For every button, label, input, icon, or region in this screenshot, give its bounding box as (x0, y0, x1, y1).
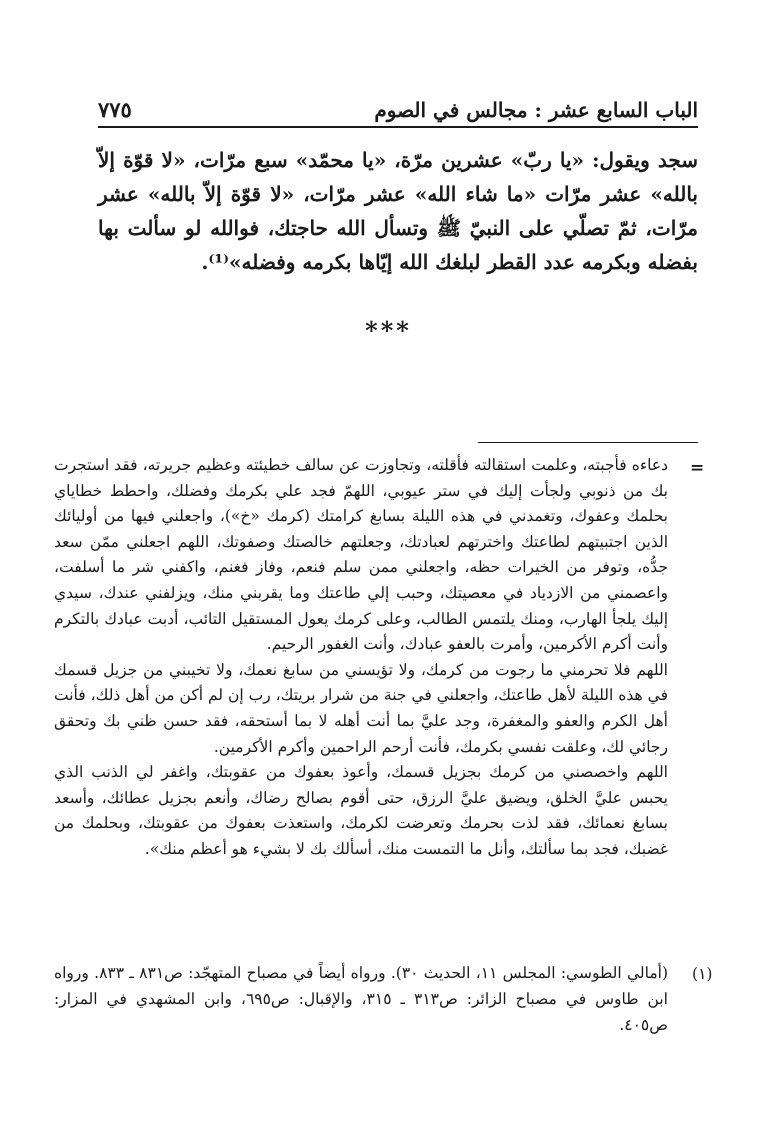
chapter-title: الباب السابع عشر : مجالس في الصوم (374, 98, 698, 122)
main-paragraph: سجد ويقول: «يا ربّ» عشرين مرّة، «يا محمّد» سبع مرّات، «لا قوّة إلاّ بالله» عشر مرّات «ما شاء الله» عشر مرّات، «لا قوّة إلاّ بالله» عشر مرّات، ثمّ تصلّي على النبيّ ﷺ وتسأل الله حاجتك، فوالله لو سألت بها بفضله وبكرمه عدد القطر لبلغك الله إيّاها بكرمه وفضله»⁽¹⁾. (98, 148, 698, 274)
footnote-rule (478, 442, 698, 443)
header-rule (98, 126, 698, 128)
reference-text: (أمالي الطوسي: المجلس ١١، الحديث ٣٠). ورواه أيضاً في مصباح المتهجّد: ص٨٣١ ـ ٨٣٣. ورواه ابن طاوس في مصباح الزائر: ص٣١٣ ـ ٣١٥، والإقبال: ص٦٩٥، وابن المشهدي في المزار: ص٤٠٥. (54, 964, 668, 1034)
running-header (98, 88, 698, 122)
footnote-paragraph: اللهم واخصصني من كرمك بجزيل قسمك، وأعوذ بعفوك من عقوبتك، واغفر لي الذنب الذي يحبس عليَّ الخلق، ويضيق عليَّ الرزق، حتى أقوم بصالح رضاك، وأنعم بجزيل عطائك، وأسعد بسابغ نعمائك، فقد لذت بحرمك وتعرضت لكرمك، واستعذت بعفوك من عقوبتك، وبحلمك من غضبك، فجد بما سألتك، وأنل ما التمست منك، أسألك بك لا بشيء هو أعظم منك». (54, 763, 668, 858)
footnote-continuation-mark: = (690, 458, 705, 478)
footnote-paragraph: اللهم فلا تحرمني ما رجوت من كرمك، ولا تؤيسني من سابغ نعمك، ولا تخيبني من جزيل قسمك في هذه الليلة لأهل طاعتك، واجعلني في جنة من شرار بريتك، رب إن لم أكن من أهل ذلك، فأنت أهل الكرم والعفو والمغفرة، وجد عليَّ بما أنت أهله لا بما أستحقه، فقد حسن ظني بك وتحقق رجائي لك، وعلقت نفسي بكرمك، فأنت أرحم الراحمين وأكرم الأكرمين. (54, 660, 668, 756)
page-number: ٧٧٥ (98, 97, 132, 122)
footnote-paragraph: دعاءه فأجبته، وعلمت استقالته فأقلته، وتجاوزت عن سالف خطيئته وعظيم جريرته، فقد استجرت بك من ذنوبي ولجأت إليك في ستر عيوبي، اللهمّ فجد علي بكرمك وفضلك، واحطط خطاياي بحلمك وعفوك، وتغمدني في هذه الليلة بسابغ كرامتك (كرمك «خ»)، واجعلني فيها من أوليائك الذين اجتبيتهم لطاعتك واخترتهم لعبادتك، وجعلتهم خالصتك وصفوتك، اللهم اجعلني ممّن سعد جدُّه، وتوفر من الخيرات حظه، واجعلني ممن سلم فنعم، وفاز فغنم، واكفني شر ما أسلفت، واعصمني من الازدياد في معصيتك، وحبب إلي طاعتك وما يقربني منك، ويزلفني عندك، سيدي إليك يلجأ الهارب، ومنك يلتمس الطالب، وعلى كرمك يعول المستقيل التائب، أدبت عبادك بالتكرم وأنت أكرم الأكرمين، وأمرت بالعفو عبادك، وأنت الغفور الرحيم. (54, 456, 668, 654)
main-text (98, 143, 698, 279)
section-separator: *** (365, 316, 412, 345)
reference-marker: (١) (692, 965, 713, 983)
footnote-reference (54, 960, 668, 1038)
footnote-continuation (54, 453, 668, 863)
